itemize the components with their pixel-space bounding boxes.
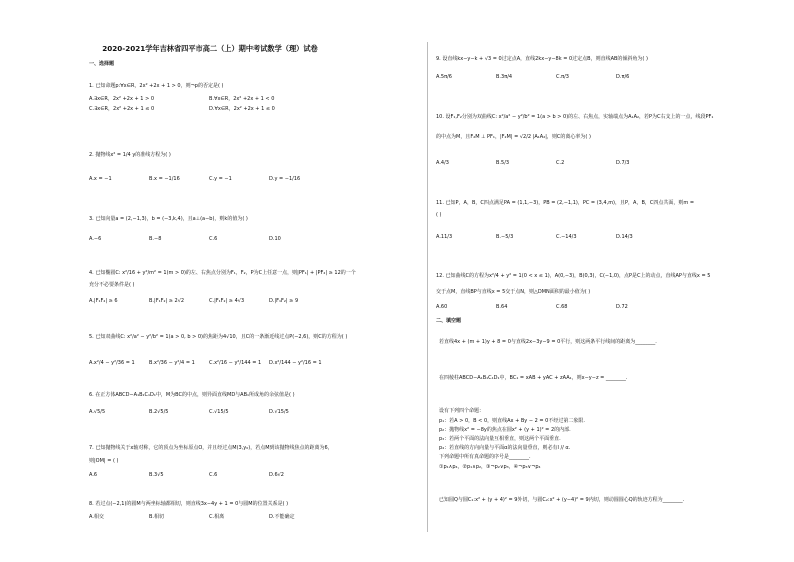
q11-option-c[interactable]: C.−14/3	[556, 234, 577, 240]
f15-choices: ①p₁∧p₄，②p₁∧p₂，③¬p₂∨p₃，④¬p₃∨¬p₄	[439, 464, 541, 470]
q5-stem: 5. 已知双曲线C: x²/a² − y²/b² = 1(a > 0, b > 0)的焦距为4√10，且C的一条渐近线过点P(−2,6)，则C的方程为( )	[89, 334, 348, 340]
q7-option-a[interactable]: A.6	[89, 472, 98, 478]
q8-option-b[interactable]: B.相切	[149, 514, 165, 520]
q6-stem: 6. 在正方体ABCD−A₁B₁C₁D₁中，M为BC的中点，则异面直线MD与AB₁所成角的余弦值是( )	[89, 392, 295, 398]
f15-p1: p₁：若A > 0，B < 0，则直线Ax + By − 2 = 0不经过第二象限.	[439, 418, 585, 424]
f16-stem: 已知圆Q与圆C₁:x² + (y + 4)² = 9外切，与圆C₂:x² + (y−4)² = 9内切，则动圆圆心Q的轨迹方程为________.	[439, 497, 685, 503]
q12-option-c[interactable]: C.68	[556, 304, 568, 310]
q1-option-c[interactable]: C.∃x∈R，2x² +2x + 1 ≤ 0	[89, 106, 155, 112]
q1-option-a[interactable]: A.∃x∈R，2x² +2x + 1 > 0	[89, 96, 155, 102]
q8-stem: 8. 若过点(−2,1)的圆M与两坐标轴都相切，则直线3x−4y + 1 = 0与圆M的位置关系是( )	[89, 501, 289, 507]
q4-options	[89, 298, 329, 304]
q5-option-a[interactable]: A.x²/4 − y²/36 = 1	[89, 360, 135, 366]
q3-option-b[interactable]: B.−8	[149, 236, 162, 242]
q6-option-a[interactable]: A.√5/5	[89, 409, 106, 415]
q6-options	[89, 409, 329, 415]
f15-intro: 设有下列四个命题：	[439, 408, 485, 414]
q11-options	[436, 234, 676, 240]
q7-option-b[interactable]: B.3√5	[149, 472, 164, 478]
q8-option-d[interactable]: D.不能确定	[269, 514, 295, 520]
q4-option-d[interactable]: D.|F₁F₂| ≥ 9	[269, 298, 299, 304]
q8-options	[89, 514, 329, 520]
f15-p3: p₃：若两个平面的法向量互相垂直，则这两个平面垂直.	[439, 436, 561, 442]
right-column	[427, 0, 794, 562]
q2-options	[89, 176, 329, 182]
q9-option-a[interactable]: A.5π/6	[436, 74, 452, 80]
q9-stem: 9. 设直线kx−y−k + √3 = 0过定点A，直线2kx−y−8k = 0过定点B，则直线AB的倾斜角为( )	[436, 56, 648, 62]
q9-option-c[interactable]: C.π/3	[556, 74, 569, 80]
q4-stem: 4. 已知椭圆C: x²/16 + y²/m² = 1(m > 0)的左、右焦点分别为F₁，F₂，P为C上任意一点，则|PF₁| + |PF₂| ≥ 12的一个	[89, 270, 356, 276]
q7-option-c[interactable]: C.6	[209, 472, 218, 478]
q6-option-c[interactable]: C.√15/5	[209, 409, 229, 415]
q4-option-a[interactable]: A.|F₁F₂| ≥ 6	[89, 298, 118, 304]
q6-option-d[interactable]: D.√15/5	[269, 409, 289, 415]
q11-option-a[interactable]: A.11/3	[436, 234, 453, 240]
q2-option-b[interactable]: B.x = −1/16	[149, 176, 180, 182]
q8-option-c[interactable]: C.相离	[209, 514, 225, 520]
q3-option-c[interactable]: C.6	[209, 236, 218, 242]
q11-option-b[interactable]: B.−5/3	[496, 234, 514, 240]
q12-option-b[interactable]: B.64	[496, 304, 508, 310]
q12-stem-cont: 交于点M，直线BP与直线x = 5交于点N，则△DMN面积的最小值为( )	[436, 289, 591, 295]
q2-stem: 2. 抛物线x² = 1/4 y的准线方程为( )	[89, 152, 171, 158]
q11-stem: 11. 已知P，A，B，C四点满足PA = (1,1,−3)，PB = (2,−1,1)，PC = (3,4,m)，且P，A，B，C四点共面，则m =	[436, 200, 695, 206]
f15-p2: p₂：抛物线x² = −8y的焦点在圆x² + (y + 1)² = 2的内部.	[439, 427, 571, 433]
f15-p4: p₄：若直线的方向向量与平面α的法向量垂直，则必有l // α.	[439, 445, 571, 451]
q10-stem: 10. 设F₁,F₂分别为双曲线C: x²/a² − y²/b² = 1(a > b > 0)的左、右焦点，实轴端点为A₁A₂，若P为C右支上的一点，线段PF₁	[436, 114, 714, 120]
section-fill-heading: 二、填空题	[436, 318, 462, 324]
q2-option-d[interactable]: D.y = −1/16	[269, 176, 301, 182]
q4-option-b[interactable]: B.|F₁F₂| ≥ 2√2	[149, 298, 185, 304]
q3-stem: 3. 已知向量a = (2,−1,3)，b = (−3,k,4)，且a⊥(a−b)，则k的值为( )	[89, 216, 248, 222]
q7-stem: 7. 已知抛物线关于x轴对称，它的顶点为坐标原点O，并且经过点M(3,y₀)，若点M到该抛物线焦点的距离为6，	[89, 445, 333, 451]
f13-stem: 若直线4x + (m + 1)y + 8 = 0与直线2x−3y−9 = 0平行，则这两条平行线间的距离为________.	[439, 339, 657, 345]
q2-option-c[interactable]: C.y = −1	[209, 176, 232, 182]
q7-options	[89, 472, 329, 478]
q6-option-b[interactable]: B.2√5/5	[149, 409, 169, 415]
f15-ask: 下列命题中所有真命题的序号是________.	[439, 454, 531, 460]
q1-options-row1	[89, 96, 329, 102]
f14-stem: 在四棱柱ABCD−A₁B₁C₁D₁中，BC₁ = xAB + yAC + zAA₁，则x−y−z = ________.	[439, 375, 628, 381]
q10-options	[436, 160, 676, 166]
section-choice-heading: 一、选择题	[89, 61, 115, 67]
q12-option-a[interactable]: A.60	[436, 304, 448, 310]
exam-title: 2020-2021学年吉林省四平市高二（上）期中考试数学（理）试卷	[102, 44, 318, 53]
q9-option-b[interactable]: B.3π/4	[496, 74, 513, 80]
q3-options	[89, 236, 329, 242]
q5-option-c[interactable]: C.x²/16 − y²/144 = 1	[209, 360, 262, 366]
q10-option-b[interactable]: B.5/3	[496, 160, 510, 166]
q5-options	[89, 360, 329, 366]
q11-stem-cont: ( )	[436, 212, 442, 218]
q7-stem-cont: 则|OM| = ( )	[89, 458, 119, 464]
q1-option-d[interactable]: D.∀x∈R，2x² +2x + 1 ≤ 0	[209, 106, 275, 112]
q7-option-d[interactable]: D.6√2	[269, 472, 284, 478]
q9-option-d[interactable]: D.π/6	[616, 74, 630, 80]
q5-option-d[interactable]: D.x²/144 − y²/16 = 1	[269, 360, 322, 366]
q10-option-a[interactable]: A.4/3	[436, 160, 449, 166]
q10-stem-cont: 的中点为M，且F₂M ⊥ PF₁，|F₂M| = √2/2 |A₁A₂|，则C的离心率为( )	[436, 134, 591, 140]
q12-stem: 12. 已知曲线C的方程为x²/4 + y² = 1(0 < x ≤ 1)，A(0,−3)，B(0,3)，C(−1,0)，点P是C上的动点，直线AP与直线x = 5	[436, 273, 711, 279]
q4-option-c[interactable]: C.|F₁F₂| ≥ 4√3	[209, 298, 245, 304]
q12-options	[436, 304, 676, 310]
q2-option-a[interactable]: A.x = −1	[89, 176, 112, 182]
q3-option-d[interactable]: D.10	[269, 236, 281, 242]
q1-stem: 1. 已知命题p:∀x∈R，2x² +2x + 1 > 0，则¬p的否定是( )	[89, 83, 224, 89]
q5-option-b[interactable]: B.x²/36 − y²/4 = 1	[149, 360, 195, 366]
q9-options	[436, 74, 676, 80]
q10-option-d[interactable]: D.7/3	[616, 160, 630, 166]
q3-option-a[interactable]: A.−6	[89, 236, 102, 242]
q4-stem-cont: 充分不必要条件是( )	[89, 282, 135, 288]
q8-option-a[interactable]: A.相交	[89, 514, 104, 520]
q12-option-d[interactable]: D.72	[616, 304, 628, 310]
q10-option-c[interactable]: C.2	[556, 160, 565, 166]
q1-option-b[interactable]: B.∀x∈R，2x² +2x + 1 < 0	[209, 96, 275, 102]
q1-options-row2	[89, 106, 329, 112]
q11-option-d[interactable]: D.14/3	[616, 234, 633, 240]
